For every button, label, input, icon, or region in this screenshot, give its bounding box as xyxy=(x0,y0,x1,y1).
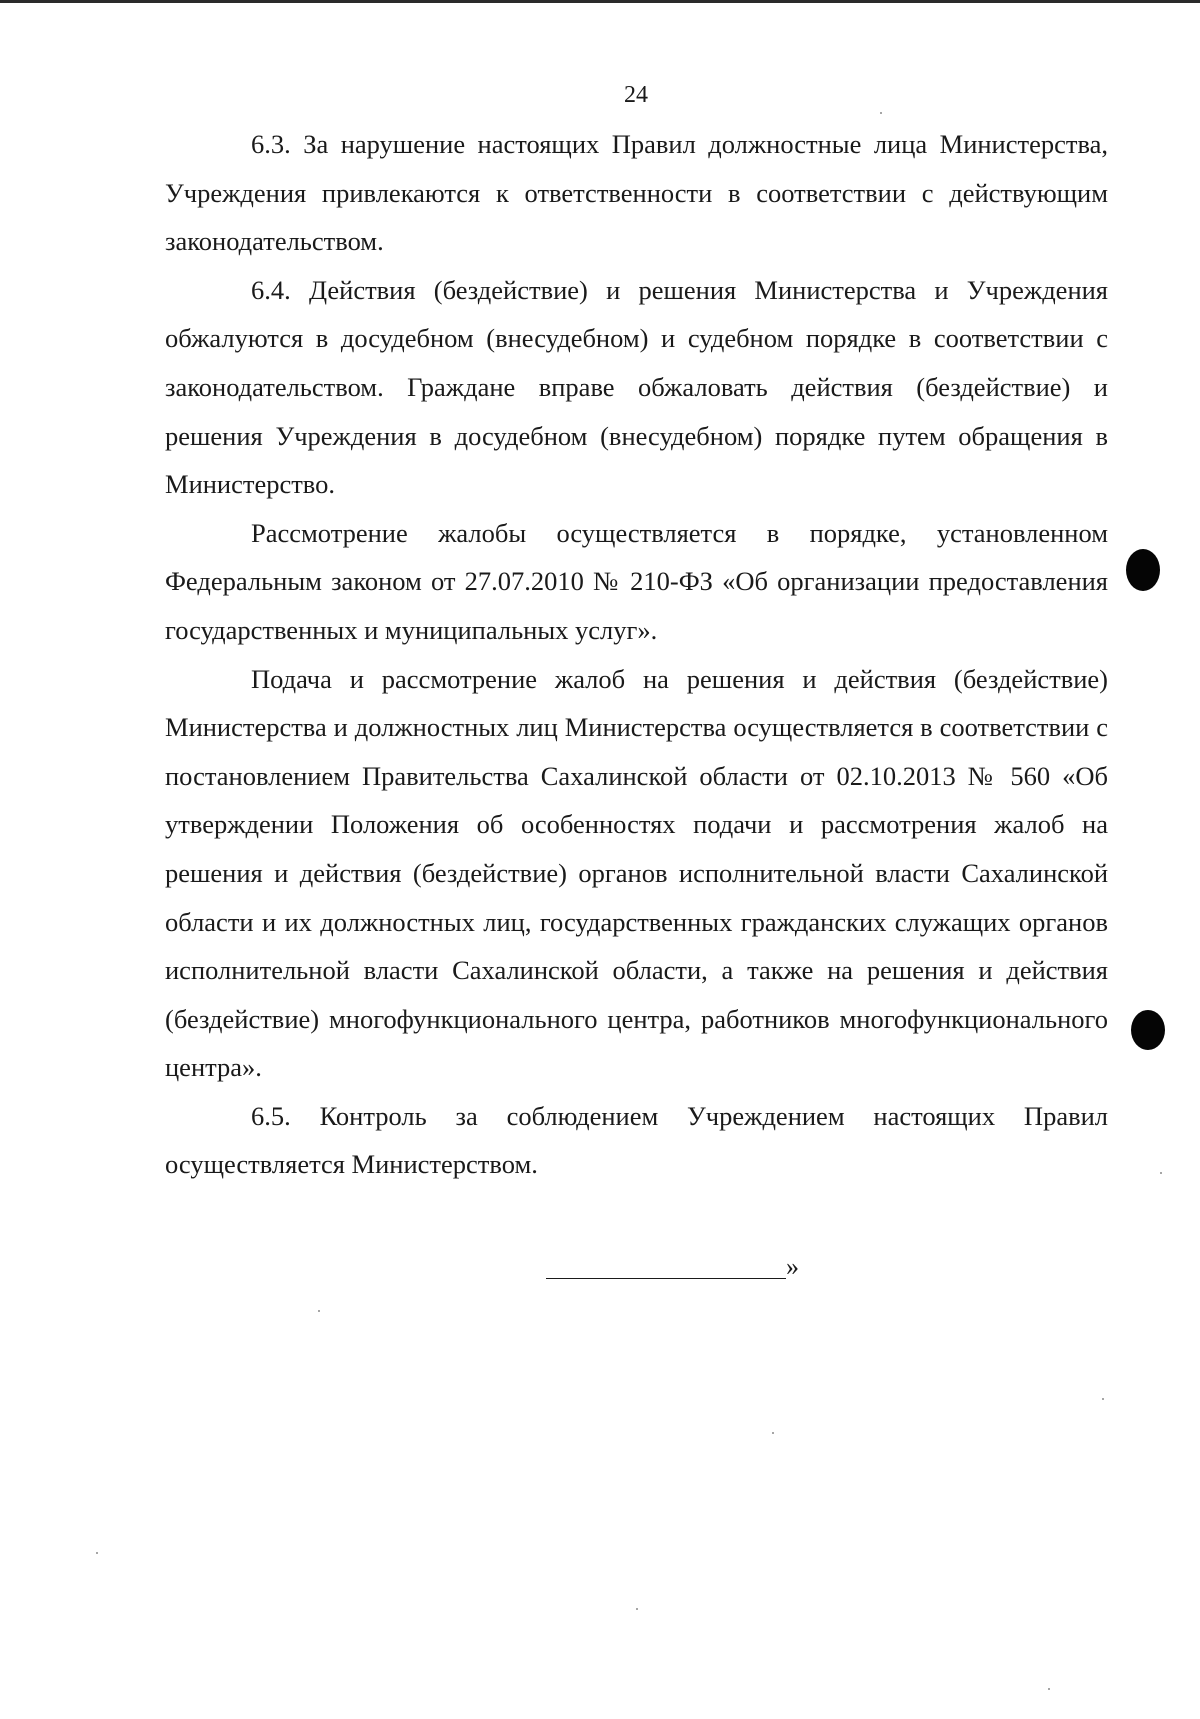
paragraph-6-5: 6.5. Контроль за соблюдением Учреждением настоящих Правил осуществляется Министерством. xyxy=(165,1100,1108,1180)
scan-speck xyxy=(96,1552,98,1554)
punch-hole-upper xyxy=(1126,549,1160,591)
paragraph-complaint-filing: Подача и рассмотрение жалоб на решения и действия (бездействие) Министерства и должностных лиц Министерства осуществляется в соответствии с постановлением Правительства Сахалинской области от 02.10.2013 № 560 «Об утверждении Положения об особенностях подачи и рассмотрения жалоб на решения и действия (бездействие) органов исполнительной власти Сахалинской области и их должностных лиц, государственных гражданских служащих органов исполнительной власти Сахалинской области, а также на решения и действия (бездействие) многофункционального центра, работников многофункционального центра». xyxy=(165,663,1108,1083)
document-body xyxy=(165,120,1108,1189)
scan-speck xyxy=(1102,1398,1104,1400)
closing-rule xyxy=(546,1278,786,1279)
scan-speck xyxy=(1160,1172,1162,1174)
scan-speck xyxy=(1048,1688,1050,1690)
scan-speck xyxy=(880,112,882,114)
scan-top-edge xyxy=(0,0,1200,3)
punch-hole-lower xyxy=(1131,1010,1165,1050)
paragraph-complaint-review: Рассмотрение жалобы осуществляется в порядке, установленном Федеральным законом от 27.07.2010 № 210-ФЗ «Об организации предоставления государственных и муниципальных услуг». xyxy=(165,517,1108,645)
scan-speck xyxy=(318,1310,320,1312)
page-number: 24 xyxy=(624,82,648,108)
paragraph-6-4: 6.4. Действия (бездействие) и решения Министерства и Учреждения обжалуются в досудебном (внесудебном) и судебном порядке в соответствии с законодательством. Граждане вправе обжаловать действия (бездействие) и решения Учреждения в досудебном (внесудебном) порядке путем обращения в Министерство. xyxy=(165,274,1108,500)
paragraph-6-3: 6.3. За нарушение настоящих Правил должностные лица Министерства, Учреждения привлекаются к ответственности в соответствии с действующим законодательством. xyxy=(165,129,1108,257)
closing-line xyxy=(546,1252,799,1282)
scan-speck xyxy=(636,1608,638,1610)
closing-quote-mark: » xyxy=(786,1252,799,1281)
scan-speck xyxy=(772,1432,774,1434)
